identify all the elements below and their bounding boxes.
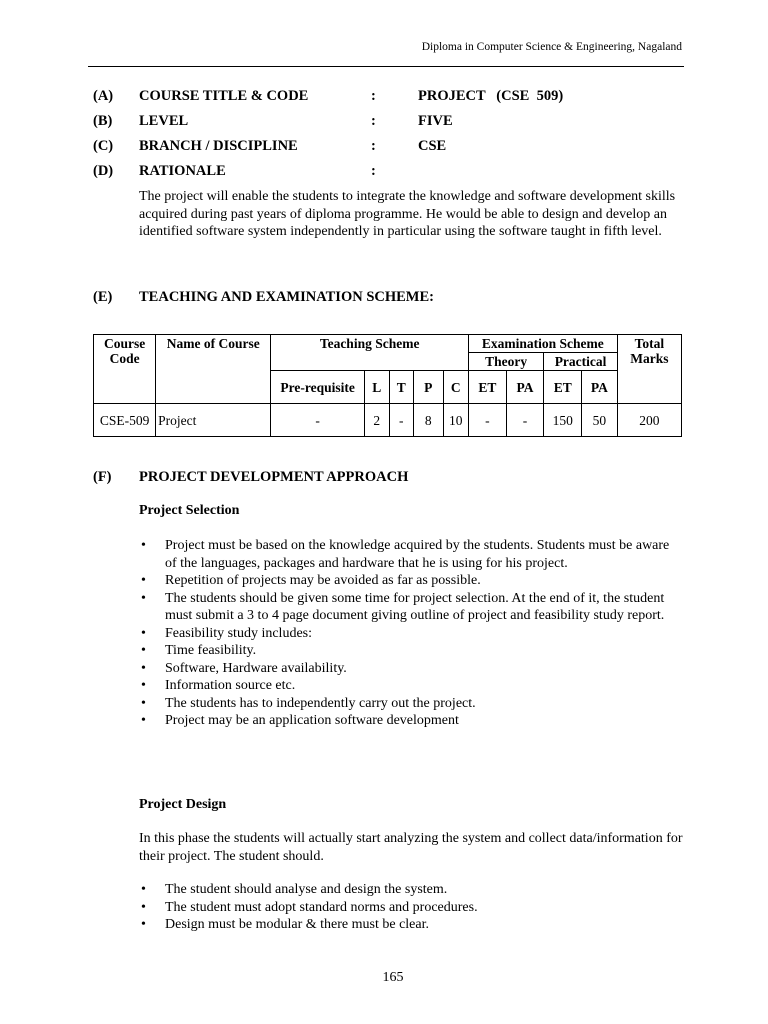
header-prerequisite: Pre-requisite bbox=[271, 371, 365, 404]
list-item: • Design must be modular & there must be clear. bbox=[141, 917, 429, 932]
list-item: • Information source etc. bbox=[141, 678, 296, 693]
header-name-of-course: Name of Course bbox=[156, 335, 271, 404]
header-rule bbox=[88, 66, 684, 67]
bullet-icon: • bbox=[141, 882, 146, 897]
meta-title: COURSE TITLE & CODE bbox=[139, 88, 309, 104]
header-theory-pa: PA bbox=[506, 371, 544, 404]
project-design-intro: In this phase the students will actually start analyzing the system and collect data/information for their project. The student should. bbox=[139, 831, 683, 864]
cell-prereq: - bbox=[271, 404, 365, 437]
bullet-icon: • bbox=[141, 538, 146, 553]
bullet-icon: • bbox=[141, 713, 146, 728]
cell-total: 200 bbox=[617, 404, 681, 437]
project-design-list bbox=[139, 881, 684, 934]
project-selection-heading: Project Selection bbox=[139, 503, 240, 518]
header-theory: Theory bbox=[468, 353, 543, 371]
cell-l: 2 bbox=[365, 404, 389, 437]
header-c: C bbox=[443, 371, 468, 404]
rationale-paragraph: The project will enable the students to integrate the knowledge and software development skills acquired during past years of diploma programme. He would be able to design and develop an identified software system independently in particular using the software taught in fifth level. bbox=[139, 189, 676, 239]
meta-value: CSE bbox=[418, 138, 447, 154]
meta-colon: : bbox=[371, 163, 376, 179]
running-header: Diploma in Computer Science & Engineering, Nagaland bbox=[421, 41, 682, 53]
meta-key: (B) bbox=[93, 113, 113, 129]
list-item: • The students should be given some time for project selection. At the end of it, the student must submit a 3 to 4 page document giving outline of project and feasibility study report. bbox=[141, 590, 665, 623]
header-practical-pa: PA bbox=[582, 371, 618, 404]
section-title: PROJECT DEVELOPMENT APPROACH bbox=[139, 469, 409, 485]
header-l: L bbox=[365, 371, 389, 404]
bullet-icon: • bbox=[141, 573, 146, 588]
bullet-icon: • bbox=[141, 917, 146, 932]
list-item: • Project may be an application software development bbox=[141, 713, 459, 728]
header-t: T bbox=[389, 371, 413, 404]
cell-c: 10 bbox=[443, 404, 468, 437]
table-row bbox=[94, 404, 682, 437]
header-p: P bbox=[413, 371, 443, 404]
bullet-icon: • bbox=[141, 625, 146, 641]
header-practical-et: ET bbox=[544, 371, 582, 404]
header-examination-scheme: Examination Scheme bbox=[468, 335, 617, 353]
meta-value: FIVE bbox=[418, 113, 453, 129]
header-practical: Practical bbox=[544, 353, 617, 371]
bullet-icon: • bbox=[141, 660, 146, 676]
section-key: (F) bbox=[93, 469, 112, 485]
list-item: • Time feasibility. bbox=[141, 643, 257, 658]
list-item: • Software, Hardware availability. bbox=[141, 660, 347, 676]
page-number: 165 bbox=[382, 970, 404, 985]
teaching-exam-table bbox=[93, 334, 682, 437]
cell-t: - bbox=[389, 404, 413, 437]
meta-colon: : bbox=[371, 138, 376, 154]
header-theory-et: ET bbox=[468, 371, 506, 404]
section-key: (E) bbox=[93, 289, 113, 305]
cell-code: CSE-509 bbox=[94, 404, 156, 437]
meta-key: (D) bbox=[93, 163, 114, 179]
project-selection-list bbox=[139, 537, 684, 730]
list-item: • The students has to independently carry out the project. bbox=[141, 695, 476, 711]
list-item: • Feasibility study includes: bbox=[141, 625, 312, 641]
meta-title: RATIONALE bbox=[139, 163, 226, 179]
header-course-code: Course Code bbox=[94, 335, 156, 404]
cell-practical-pa: 50 bbox=[582, 404, 618, 437]
header-total-marks: Total Marks bbox=[617, 335, 681, 404]
header-teaching-scheme: Teaching Scheme bbox=[271, 335, 469, 371]
meta-title: LEVEL bbox=[139, 113, 189, 129]
list-item: • The student must adopt standard norms and procedures. bbox=[141, 899, 478, 915]
bullet-icon: • bbox=[141, 678, 146, 693]
project-design-heading: Project Design bbox=[139, 797, 227, 812]
meta-value: PROJECT (CSE 509) bbox=[418, 88, 564, 104]
cell-theory-pa: - bbox=[506, 404, 544, 437]
list-item: • The student should analyse and design the system. bbox=[141, 882, 448, 897]
bullet-icon: • bbox=[141, 643, 146, 658]
meta-colon: : bbox=[371, 88, 376, 104]
cell-practical-et: 150 bbox=[544, 404, 582, 437]
bullet-icon: • bbox=[141, 899, 146, 915]
meta-key: (A) bbox=[93, 88, 114, 104]
bullet-icon: • bbox=[141, 695, 146, 711]
cell-p: 8 bbox=[413, 404, 443, 437]
meta-colon: : bbox=[371, 113, 376, 129]
list-item: • Project must be based on the knowledge acquired by the students. Students must be aware of the languages, packages and hardware that he is using for his project. bbox=[141, 538, 670, 571]
meta-title: BRANCH / DISCIPLINE bbox=[139, 138, 298, 154]
bullet-icon: • bbox=[141, 590, 146, 606]
section-title: TEACHING AND EXAMINATION SCHEME: bbox=[139, 289, 434, 305]
cell-name: Project bbox=[156, 404, 271, 437]
list-item: • Repetition of projects may be avoided as far as possible. bbox=[141, 573, 481, 588]
cell-theory-et: - bbox=[468, 404, 506, 437]
meta-key: (C) bbox=[93, 138, 114, 154]
